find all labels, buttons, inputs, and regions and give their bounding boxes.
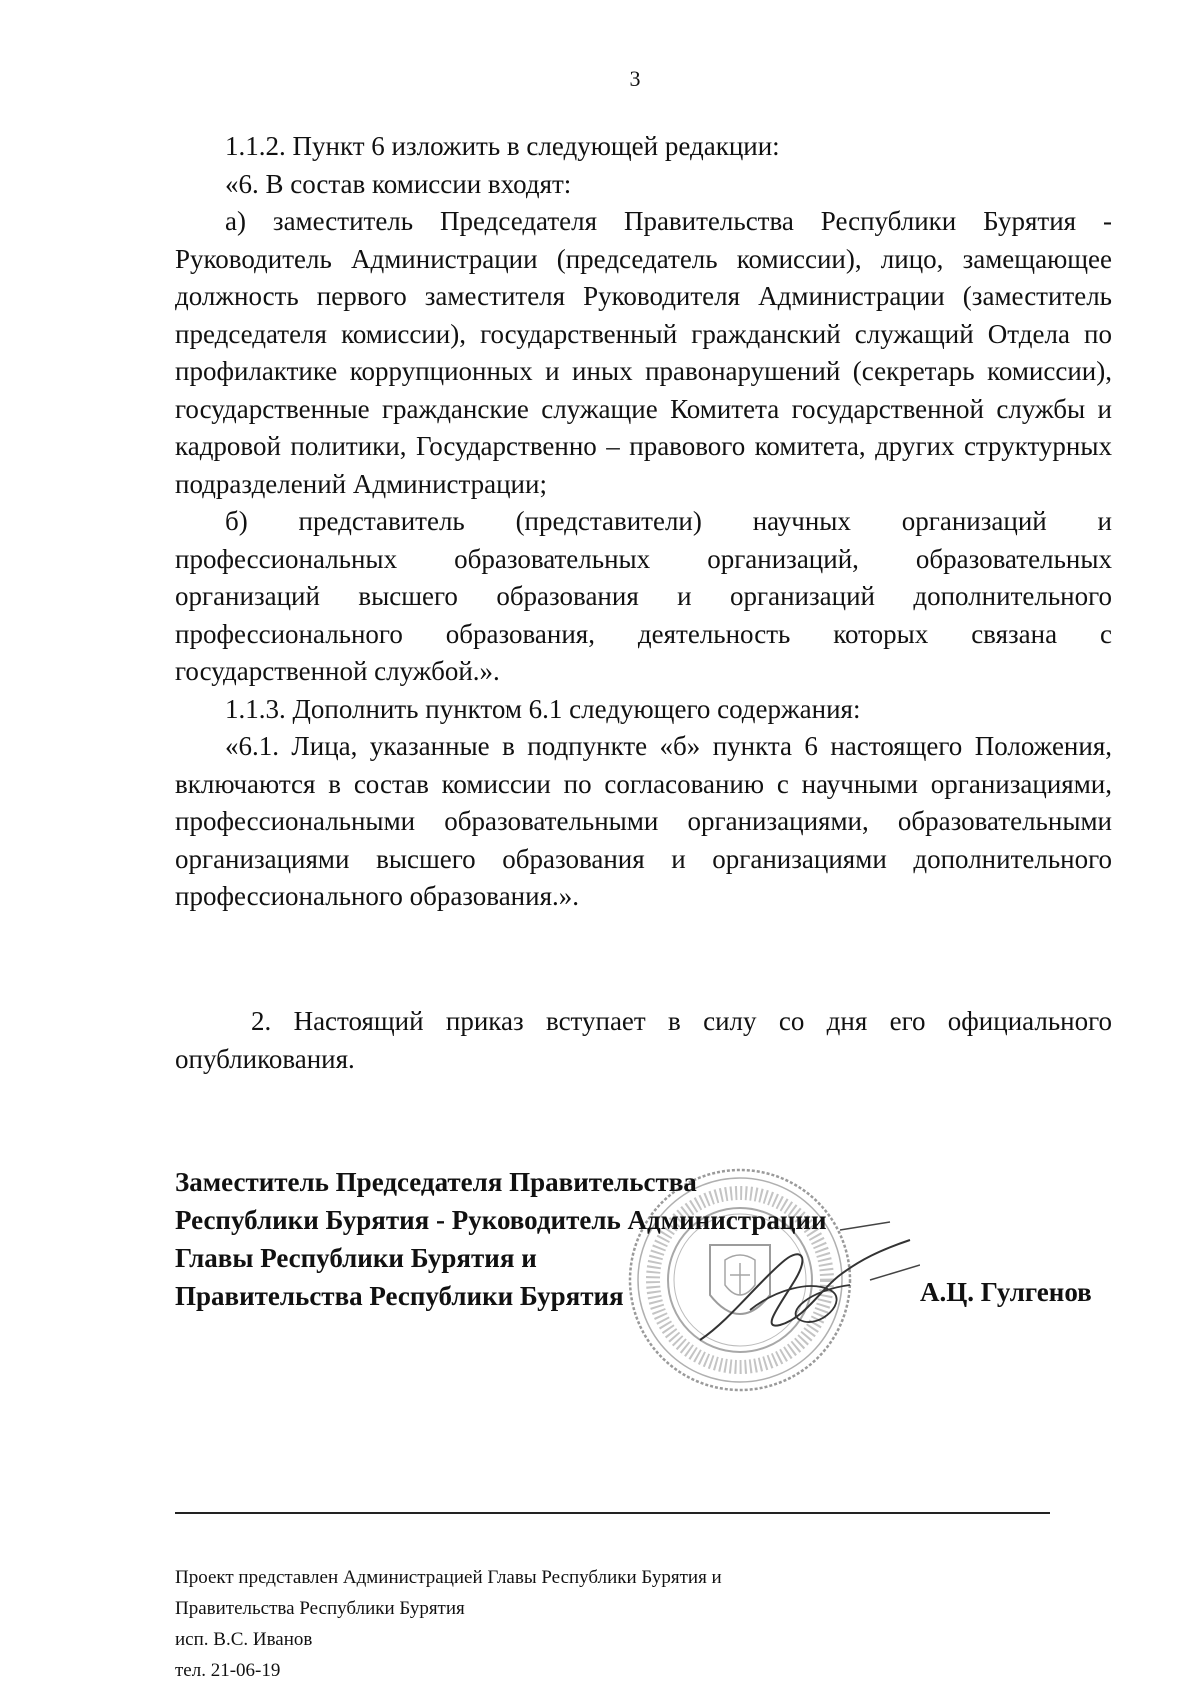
footer-divider	[175, 1512, 1050, 1514]
signer-name: А.Ц. Гулгенов	[920, 1277, 1092, 1307]
signature-title	[175, 1163, 827, 1315]
body-text-top	[175, 128, 1112, 916]
footer-line-3: исп. В.С. Иванов	[175, 1629, 313, 1650]
paragraph-item-b: б) представитель (представители) научных организаций и профессиональных образовательных организаций, образовательных организаций высшего образования и организаций дополнительного профессионального образования, деятельность которых связана с государственной службой.».	[175, 506, 1112, 686]
paragraph-composition: «6. В состав комиссии входят:	[225, 168, 572, 199]
paragraph-1-1-3: 1.1.3. Дополнить пунктом 6.1 следующего содержания:	[225, 693, 861, 724]
paragraph-6-1: «6.1. Лица, указанные в подпункте «б» пункта 6 настоящего Положения, включаются в состав комиссии по согласованию с научными организациями, профессиональными образовательными организациями, образовательными организациями высшего образования и организациями дополнительного профессионального образования.».	[175, 731, 1112, 911]
signature-title-line-1: Заместитель Председателя Правительства	[175, 1167, 697, 1197]
footer-line-1: Проект представлен Администрацией Главы Республики Бурятия и	[175, 1567, 722, 1588]
signature-title-line-4: Правительства Республики Бурятия	[175, 1281, 624, 1311]
signature-title-line-3: Главы Республики Бурятия и	[175, 1243, 537, 1273]
footer-line-2: Правительства Республики Бурятия	[175, 1598, 465, 1619]
paragraph-clause-2: 2. Настоящий приказ вступает в силу со дня его официального опубликования.	[175, 1006, 1112, 1074]
body-text-clause-2	[175, 1003, 1112, 1078]
footer	[175, 1562, 722, 1686]
page-number: 3	[629, 66, 641, 91]
signature-title-line-2: Республики Бурятия - Руководитель Администрации	[175, 1205, 827, 1235]
footer-line-4: тел. 21-06-19	[175, 1660, 281, 1681]
paragraph-item-a: а) заместитель Председателя Правительства Республики Бурятия - Руководитель Администрации (председатель комиссии), лицо, замещающее должность первого заместителя Руководителя Администрации (заместитель председателя комиссии), государственный гражданский служащий Отдела по профилактике коррупционных и иных правонарушений (секретарь комиссии), государственные гражданские служащие Комитета государственной службы и кадровой политики, Государственно – правового комитета, других структурных подразделений Администрации;	[175, 206, 1112, 499]
paragraph-1-1-2: 1.1.2. Пункт 6 изложить в следующей редакции:	[225, 131, 780, 161]
